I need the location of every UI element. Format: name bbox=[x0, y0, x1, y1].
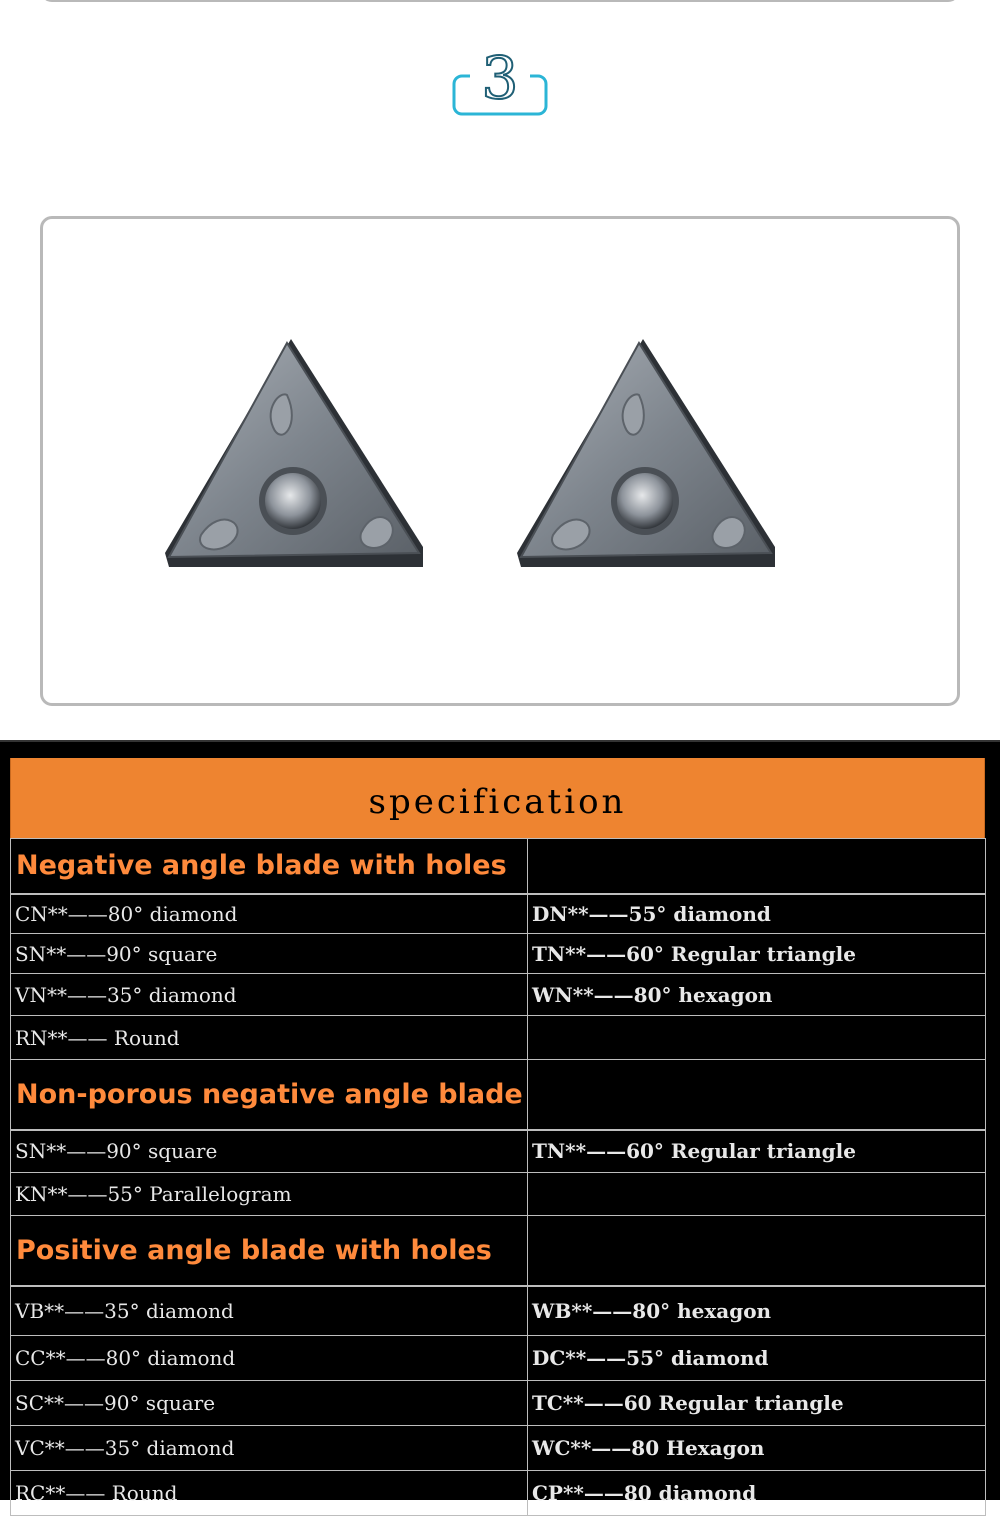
spec-cell-right: DC**——55° diamond bbox=[528, 1336, 986, 1381]
section-heading-spacer bbox=[528, 839, 986, 894]
spec-cell-left: CN**——80° diamond bbox=[11, 894, 528, 934]
spec-cell-left: RC**—— Round bbox=[11, 1471, 528, 1516]
spec-cell-left: VN**——35° diamond bbox=[11, 974, 528, 1016]
spec-cell-left: VC**——35° diamond bbox=[11, 1426, 528, 1471]
spec-cell-right: TN**——60° Regular triangle bbox=[528, 1130, 986, 1173]
step-number: 3 bbox=[481, 44, 519, 112]
spec-cell-left: CC**——80° diamond bbox=[11, 1336, 528, 1381]
spec-cell-left: SC**——90° square bbox=[11, 1381, 528, 1426]
triangular-carbide-insert-icon bbox=[513, 335, 783, 585]
section-heading: Non-porous negative angle blade bbox=[11, 1060, 528, 1130]
spec-cell-left: VB**——35° diamond bbox=[11, 1286, 528, 1336]
section-heading-spacer bbox=[528, 1216, 986, 1286]
spec-cell-right: WN**——80° hexagon bbox=[528, 974, 986, 1016]
section-heading: Negative angle blade with holes bbox=[11, 839, 528, 894]
section-heading-spacer bbox=[528, 1060, 986, 1130]
top-image-frame bbox=[40, 0, 960, 2]
spec-cell-left: SN**——90° square bbox=[11, 1130, 528, 1173]
spec-cell-right: CP**——80 diamond bbox=[528, 1471, 986, 1516]
step-number-badge-icon bbox=[448, 40, 552, 120]
spec-cell-left: RN**—— Round bbox=[11, 1016, 528, 1060]
product-photo-frame bbox=[40, 216, 960, 706]
spec-cell-right: WB**——80° hexagon bbox=[528, 1286, 986, 1336]
specification-title: specification bbox=[10, 758, 985, 838]
spec-cell-right: TC**——60 Regular triangle bbox=[528, 1381, 986, 1426]
specification-panel bbox=[0, 740, 1000, 1505]
spec-cell-right: TN**——60° Regular triangle bbox=[528, 934, 986, 974]
spec-cell-right: WC**——80 Hexagon bbox=[528, 1426, 986, 1471]
spec-cell-right bbox=[528, 1016, 986, 1060]
specification-table bbox=[10, 838, 986, 1516]
spec-cell-left: SN**——90° square bbox=[11, 934, 528, 974]
spec-cell-left: KN**——55° Parallelogram bbox=[11, 1173, 528, 1216]
spec-cell-right bbox=[528, 1173, 986, 1216]
spec-cell-right: DN**——55° diamond bbox=[528, 894, 986, 934]
triangular-carbide-insert-icon bbox=[161, 335, 431, 585]
section-heading: Positive angle blade with holes bbox=[11, 1216, 528, 1286]
